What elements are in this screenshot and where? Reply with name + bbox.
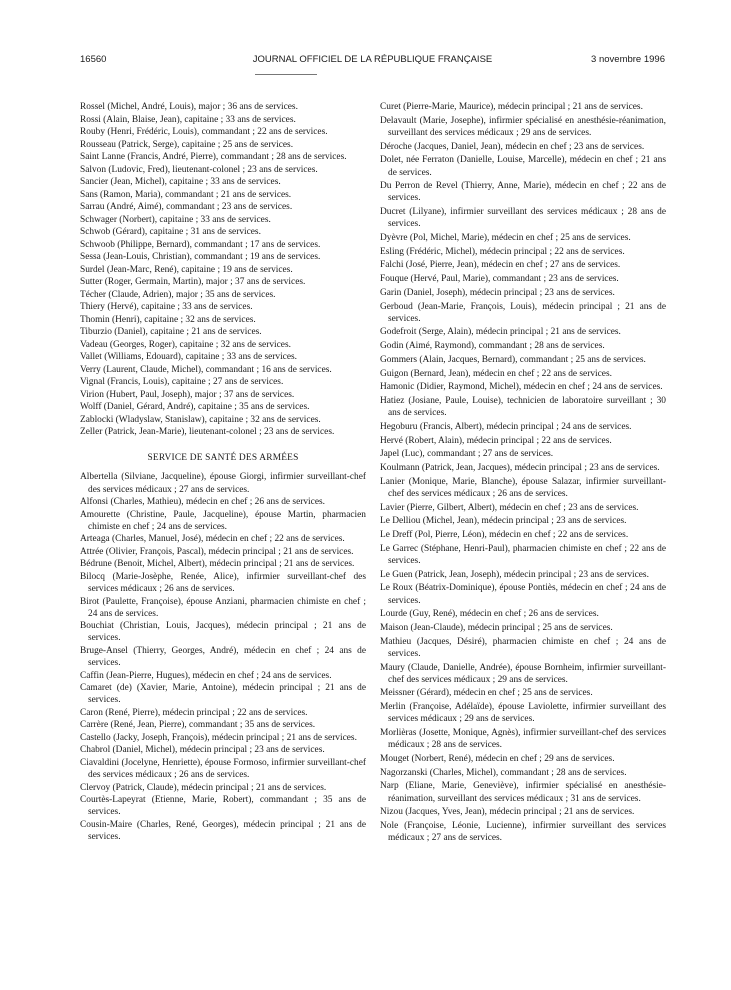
list-entry: Camaret (de) (Xavier, Marie, Antoine), médecin principal ; 21 ans de services. [80, 683, 366, 706]
list-entry: Hamonic (Didier, Raymond, Michel), médecin en chef ; 24 ans de services. [380, 382, 663, 393]
list-entry: Vallet (Williams, Edouard), capitaine ; 33 ans de services. [80, 352, 297, 362]
list-entry: Meissner (Gérard), médecin en chef ; 25 ans de services. [380, 688, 593, 699]
list-entry: Maison (Jean-Claude), médecin principal ; 25 ans de services. [380, 622, 613, 633]
list-entry: Esling (Frédéric, Michel), médecin principal ; 22 ans de services. [380, 246, 625, 257]
list-entry: Verry (Laurent, Claude, Michel), commandant ; 16 ans de services. [80, 364, 332, 375]
list-entry: Delavault (Marie, Josephe), infirmier spécialisé en anesthésie-réanimation, surveillant des services médicaux ; 29 ans de services. [380, 115, 666, 138]
list-entry: Nole (Françoise, Léonie, Lucienne), infirmier surveillant des services médicaux ; 27 ans de services. [380, 820, 666, 844]
list-entry: Le Delliou (Michel, Jean), médecin principal ; 23 ans de services. [380, 516, 627, 527]
list-entry: Guigon (Bernard, Jean), médecin en chef ; 22 ans de services. [380, 368, 612, 379]
list-entry: Déroche (Jacques, Daniel, Jean), médecin en chef ; 23 ans de services. [380, 141, 645, 152]
list-entry: Falchi (José, Pierre, Jean), médecin en chef ; 27 ans de services. [380, 260, 621, 271]
list-entry: Narp (Eliane, Marie, Geneviève), infirmier spécialisé en anesthésie-réanimation, surveillant des services médicaux ; 31 ans de services. [380, 781, 666, 804]
list-entry: Virion (Hubert, Paul, Joseph), major ; 37 ans de services. [80, 389, 295, 400]
list-entry: Godefroit (Serge, Alain), médecin principal ; 21 ans de services. [380, 327, 621, 338]
list-entry: Thiery (Hervé), capitaine ; 33 ans de services. [80, 302, 253, 312]
list-entry: Japel (Luc), commandant ; 27 ans de services. [380, 449, 554, 460]
list-entry: Birot (Paulette, Françoise), épouse Anziani, pharmacien chimiste en chef ; 24 ans de services. [80, 596, 366, 619]
list-entry: Amourette (Christine, Paule, Jacqueline), épouse Martin, pharmacien chimiste en chef ; 24 ans de services. [80, 509, 366, 532]
list-entry: Rossi (Alain, Blaise, Jean), capitaine ; 33 ans de services. [80, 114, 296, 125]
list-entry: Morlièras (Josette, Monique, Agnès), infirmier surveillant-chef des services médicaux ; 28 ans de services. [380, 728, 666, 751]
list-entry: Castello (Jacky, Joseph, François), médecin principal ; 21 ans de services. [80, 732, 357, 743]
list-entry: Godin (Aimé, Raymond), commandant ; 28 ans de services. [380, 341, 605, 352]
list-entry: Bédrune (Benoit, Michel, Albert), médecin principal ; 21 ans de services. [80, 559, 355, 570]
list-entry: Lourde (Guy, René), médecin en chef ; 26 ans de services. [380, 609, 599, 620]
list-entry: Surdel (Jean-Marc, René), capitaine ; 19 ans de services. [80, 264, 293, 275]
list-entry: Salvon (Ludovic, Fred), lieutenant-colonel ; 23 ans de services. [80, 164, 318, 175]
page-number: 16560 [80, 54, 107, 65]
list-entry: Rouby (Henri, Frédéric, Louis), commandant ; 22 ans de services. [80, 127, 328, 137]
list-entry: Thomin (Henri), capitaine ; 32 ans de services. [80, 314, 256, 325]
list-entry: Ciavaldini (Jocelyne, Henriette), épouse Formoso, infirmier surveillant-chef des services médicaux ; 26 ans de services. [80, 757, 366, 781]
list-entry: Carrère (René, Jean, Pierre), commandant ; 35 ans de services. [80, 720, 316, 731]
list-entry: Vignal (Francis, Louis), capitaine ; 27 ans de services. [80, 377, 284, 387]
section-title: SERVICE DE SANTÉ DES ARMÉES [147, 453, 299, 464]
list-entry: Le Dreff (Pol, Pierre, Léon), médecin en chef ; 22 ans de services. [380, 530, 629, 540]
list-entry: Saint Lanne (Francis, André, Pierre), commandant ; 28 ans de services. [80, 152, 347, 162]
list-entry: Courtès-Lapeyrat (Etienne, Marie, Robert), commandant ; 35 ans de services. [80, 795, 366, 818]
list-entry: Le Roux (Béatrix-Dominique), épouse Pontiès, médecin en chef ; 24 ans de services. [380, 583, 666, 606]
list-entry: Wolff (Daniel, Gérard, André), capitaine ; 35 ans de services. [80, 402, 310, 412]
list-entry: Bilocq (Marie-Josèphe, Renée, Alice), infirmier surveillant-chef des services médicaux ; 26 ans de services. [80, 571, 366, 595]
list-entry: Cousin-Maire (Charles, René, Georges), médecin principal ; 21 ans de services. [80, 819, 366, 842]
list-entry: Tiburzio (Daniel), capitaine ; 21 ans de services. [80, 327, 262, 337]
list-entry: Caffin (Jean-Pierre, Hugues), médecin en chef ; 24 ans de services. [80, 670, 332, 681]
list-entry: Bruge-Ansel (Thierry, Georges, André), médecin en chef ; 24 ans de services. [80, 645, 366, 669]
list-entry: Bouchiat (Christian, Louis, Jacques), médecin principal ; 21 ans de services. [80, 621, 366, 644]
list-entry: Schwoob (Philippe, Bernard), commandant ; 17 ans de services. [80, 239, 321, 250]
list-entry: Sessa (Jean-Louis, Christian), commandant ; 19 ans de services. [80, 252, 321, 262]
list-entry: Hatiez (Josiane, Paule, Louise), technicien de laboratoire surveillant ; 30 ans de services. [380, 395, 666, 419]
list-entry: Zablocki (Wladyslaw, Stanislaw), capitaine ; 32 ans de services. [80, 414, 321, 425]
list-entry: Gommers (Alain, Jacques, Bernard), commandant ; 25 ans de services. [380, 354, 646, 365]
list-entry: Vadeau (Georges, Roger), capitaine ; 32 ans de services. [80, 339, 291, 350]
list-entry: Chabrol (Daniel, Michel), médecin principal ; 23 ans de services. [80, 745, 325, 756]
list-entry: Nagorzanski (Charles, Michel), commandant ; 28 ans de services. [380, 767, 627, 778]
list-entry: Du Perron de Revel (Thierry, Anne, Marie), médecin en chef ; 22 ans de services. [380, 181, 666, 204]
right-column [380, 101, 666, 844]
list-entry: Le Guen (Patrick, Jean, Joseph), médecin principal ; 23 ans de services. [380, 569, 649, 580]
list-entry: Clervoy (Patrick, Claude), médecin principal ; 21 ans de services. [80, 782, 327, 793]
list-entry: Técher (Claude, Adrien), major ; 35 ans de services. [80, 289, 276, 300]
list-entry: Schwob (Gérard), capitaine ; 31 ans de services. [80, 227, 261, 237]
list-entry: Caron (René, Pierre), médecin principal ; 22 ans de services. [80, 707, 308, 718]
list-entry: Sutter (Roger, Germain, Martin), major ; 37 ans de services. [80, 277, 306, 287]
list-entry: Nizou (Jacques, Yves, Jean), médecin principal ; 21 ans de services. [380, 807, 635, 818]
list-entry: Attrée (Olivier, François, Pascal), médecin principal ; 21 ans de services. [80, 546, 354, 557]
list-entry: Fouque (Hervé, Paul, Marie), commandant ; 23 ans de services. [380, 274, 619, 285]
list-entry: Koulmann (Patrick, Jean, Jacques), médecin principal ; 23 ans de services. [380, 462, 660, 473]
list-entry: Dolet, née Ferraton (Danielle, Louise, Marcelle), médecin en chef ; 21 ans de services. [380, 155, 666, 178]
list-entry: Hervé (Robert, Alain), médecin principal ; 22 ans de services. [380, 435, 612, 446]
list-entry: Zeller (Patrick, Jean-Marie), lieutenant-colonel ; 23 ans de services. [80, 427, 335, 437]
retiree-list-top [80, 101, 366, 438]
list-entry: Mouget (Norbert, René), médecin en chef ; 29 ans de services. [380, 753, 615, 764]
journal-title: JOURNAL OFFICIEL DE LA RÉPUBLIQUE FRANÇAISE [252, 54, 493, 65]
list-entry: Gerboud (Jean-Marie, François, Louis), médecin principal ; 21 ans de services. [380, 301, 666, 324]
list-entry: Hegoburu (Francis, Albert), médecin principal ; 24 ans de services. [380, 421, 632, 432]
list-entry: Rossel (Michel, André, Louis), major ; 36 ans de services. [80, 102, 298, 112]
list-entry: Lanier (Monique, Marie, Blanche), épouse Salazar, infirmier surveillant-chef des services médicaux ; 26 ans de services. [380, 476, 666, 499]
list-entry: Curet (Pierre-Marie, Maurice), médecin principal ; 21 ans de services. [380, 102, 643, 112]
list-entry: Arteaga (Charles, Manuel, José), médecin en chef ; 22 ans de services. [80, 534, 345, 545]
list-entry: Alfonsi (Charles, Mathieu), médecin en chef ; 26 ans de services. [80, 497, 325, 508]
publication-date: 3 novembre 1996 [591, 54, 665, 65]
list-entry: Mathieu (Jacques, Désiré), pharmacien chimiste en chef ; 24 ans de services. [380, 636, 666, 659]
list-entry: Rousseau (Patrick, Serge), capitaine ; 25 ans de services. [80, 139, 294, 150]
left-column [80, 101, 366, 843]
list-entry: Garin (Daniel, Joseph), médecin principal ; 23 ans de services. [380, 287, 615, 298]
retiree-list-health-service [80, 471, 366, 843]
list-entry: Sarrau (André, Aimé), commandant ; 23 ans de services. [80, 202, 293, 212]
list-entry: Albertella (Silviane, Jacqueline), épouse Giorgi, infirmier surveillant-chef des services médicaux ; 27 ans de services. [80, 472, 366, 495]
list-entry: Lavier (Pierre, Gilbert, Albert), médecin en chef ; 23 ans de services. [380, 502, 639, 513]
list-entry: Merlin (Françoise, Adélaïde), épouse Laviolette, infirmier surveillant des services médicaux ; 29 ans de services. [380, 702, 666, 725]
page-header [80, 54, 665, 68]
list-entry: Schwager (Norbert), capitaine ; 33 ans de services. [80, 214, 271, 225]
list-entry: Sancier (Jean, Michel), capitaine ; 33 ans de services. [80, 177, 281, 187]
list-entry: Maury (Claude, Danielle, Andrée), épouse Bornheim, infirmier surveillant-chef des services médicaux ; 29 ans de services. [380, 662, 666, 685]
list-entry: Dyèvre (Pol, Michel, Marie), médecin en chef ; 25 ans de services. [380, 233, 631, 244]
list-entry: Le Garrec (Stéphane, Henri-Paul), pharmacien chimiste en chef ; 22 ans de services. [380, 543, 666, 566]
list-entry: Sans (Ramon, Maria), commandant ; 21 ans de services. [80, 189, 292, 200]
header-rule [255, 74, 317, 75]
list-entry: Ducret (Lilyane), infirmier surveillant des services médicaux ; 28 ans de services. [380, 207, 666, 230]
